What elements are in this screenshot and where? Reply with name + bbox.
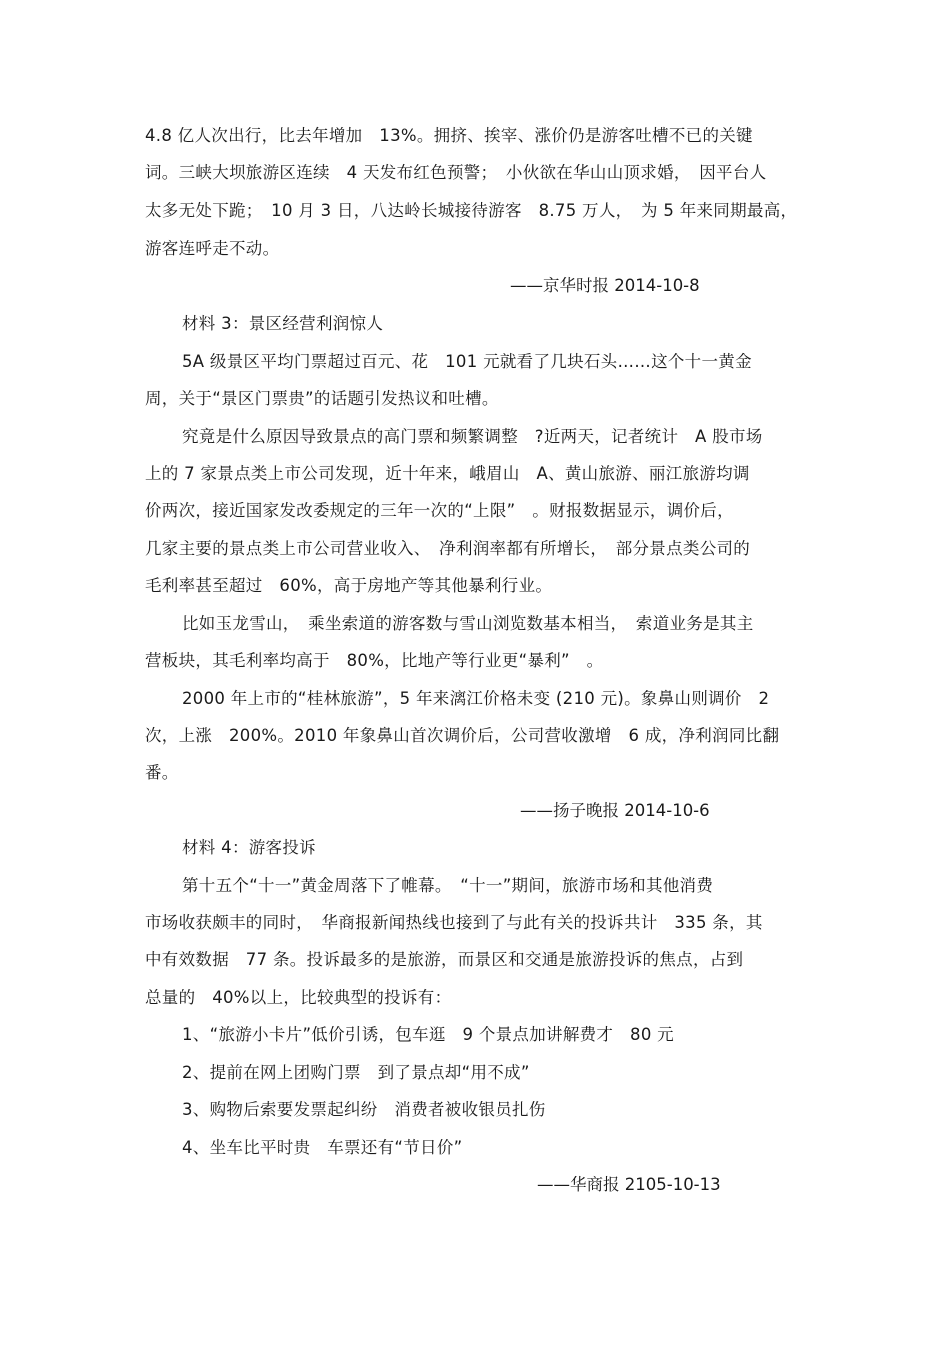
list-item: 2、提前在网上团购门票 到了景点却“用不成” [182, 1063, 530, 1082]
text-line: 价两次，接近国家发改委规定的三年一次的“上限” 。财报数据显示，调价后， [145, 501, 734, 520]
text-line: 总量的 40%以上，比较典型的投诉有： [145, 988, 452, 1007]
list-item: 1、“旅游小卡片”低价引诱，包车逛 9 个景点加讲解费才 80 元 [182, 1025, 674, 1044]
text-line: 词。三峡大坝旅游区连续 4 天发布红色预警； 小伙欲在华山山顶求婚， 因平台人 [145, 163, 767, 182]
list-item: 4、坐车比平时贵 车票还有“节日价” [182, 1138, 463, 1157]
text-line: 番。 [145, 763, 179, 782]
text-line: 比如玉龙雪山， 乘坐索道的游客数与雪山浏览数基本相当， 索道业务是其主 [182, 614, 754, 633]
text-line: 周，关于“景区门票贵”的话题引发热议和吐槽。 [145, 389, 499, 408]
source-citation: ——华商报 2105-10-13 [537, 1175, 721, 1194]
text-line: 第十五个“十一”黄金周落下了帷幕。 “十一”期间，旅游市场和其他消费 [182, 876, 714, 895]
text-line: 次，上涨 200%。2010 年象鼻山首次调价后，公司营收激增 6 成，净利润同比翻 [145, 726, 780, 745]
source-citation: ——扬子晚报 2014-10-6 [520, 801, 710, 820]
text-line: 上的 7 家景点类上市公司发现，近十年来，峨眉山 A、黄山旅游、丽江旅游均调 [145, 464, 750, 483]
text-line: 太多无处下跪； 10 月 3 日，八达岭长城接待游客 8.75 万人， 为 5 年来同期最高， [145, 201, 798, 220]
source-citation: ——京华时报 2014-10-8 [510, 276, 700, 295]
text-line: 4.8 亿人次出行，比去年增加 13%。拥挤、挨宰、涨价仍是游客吐槽不已的关键 [145, 126, 753, 145]
text-line: 5A 级景区平均门票超过百元、花 101 元就看了几块石头……这个十一黄金 [182, 352, 752, 371]
section-heading: 材料 4：游客投诉 [182, 838, 316, 857]
text-line: 市场收获颇丰的同时， 华商报新闻热线也接到了与此有关的投诉共计 335 条，其 [145, 913, 763, 932]
text-line: 毛利率甚至超过 60%，高于房地产等其他暴利行业。 [145, 576, 553, 595]
list-item: 3、购物后索要发票起纠纷 消费者被收银员扎伤 [182, 1100, 546, 1119]
text-line: 中有效数据 77 条。投诉最多的是旅游，而景区和交通是旅游投诉的焦点，占到 [145, 950, 744, 969]
text-line: 2000 年上市的“桂林旅游”，5 年来漓江价格未变 (210 元)。象鼻山则调价 2 [182, 689, 770, 708]
text-line: 究竟是什么原因导致景点的高门票和频繁调整 ?近两天，记者统计 A 股市场 [182, 427, 763, 446]
text-line: 营板块，其毛利率均高于 80%，比地产等行业更“暴利” 。 [145, 651, 604, 670]
text-line: 几家主要的景点类上市公司营业收入、 净利润率都有所增长， 部分景点类公司的 [145, 539, 751, 558]
section-heading: 材料 3：景区经营利润惊人 [182, 314, 384, 333]
text-line: 游客连呼走不动。 [145, 239, 280, 258]
